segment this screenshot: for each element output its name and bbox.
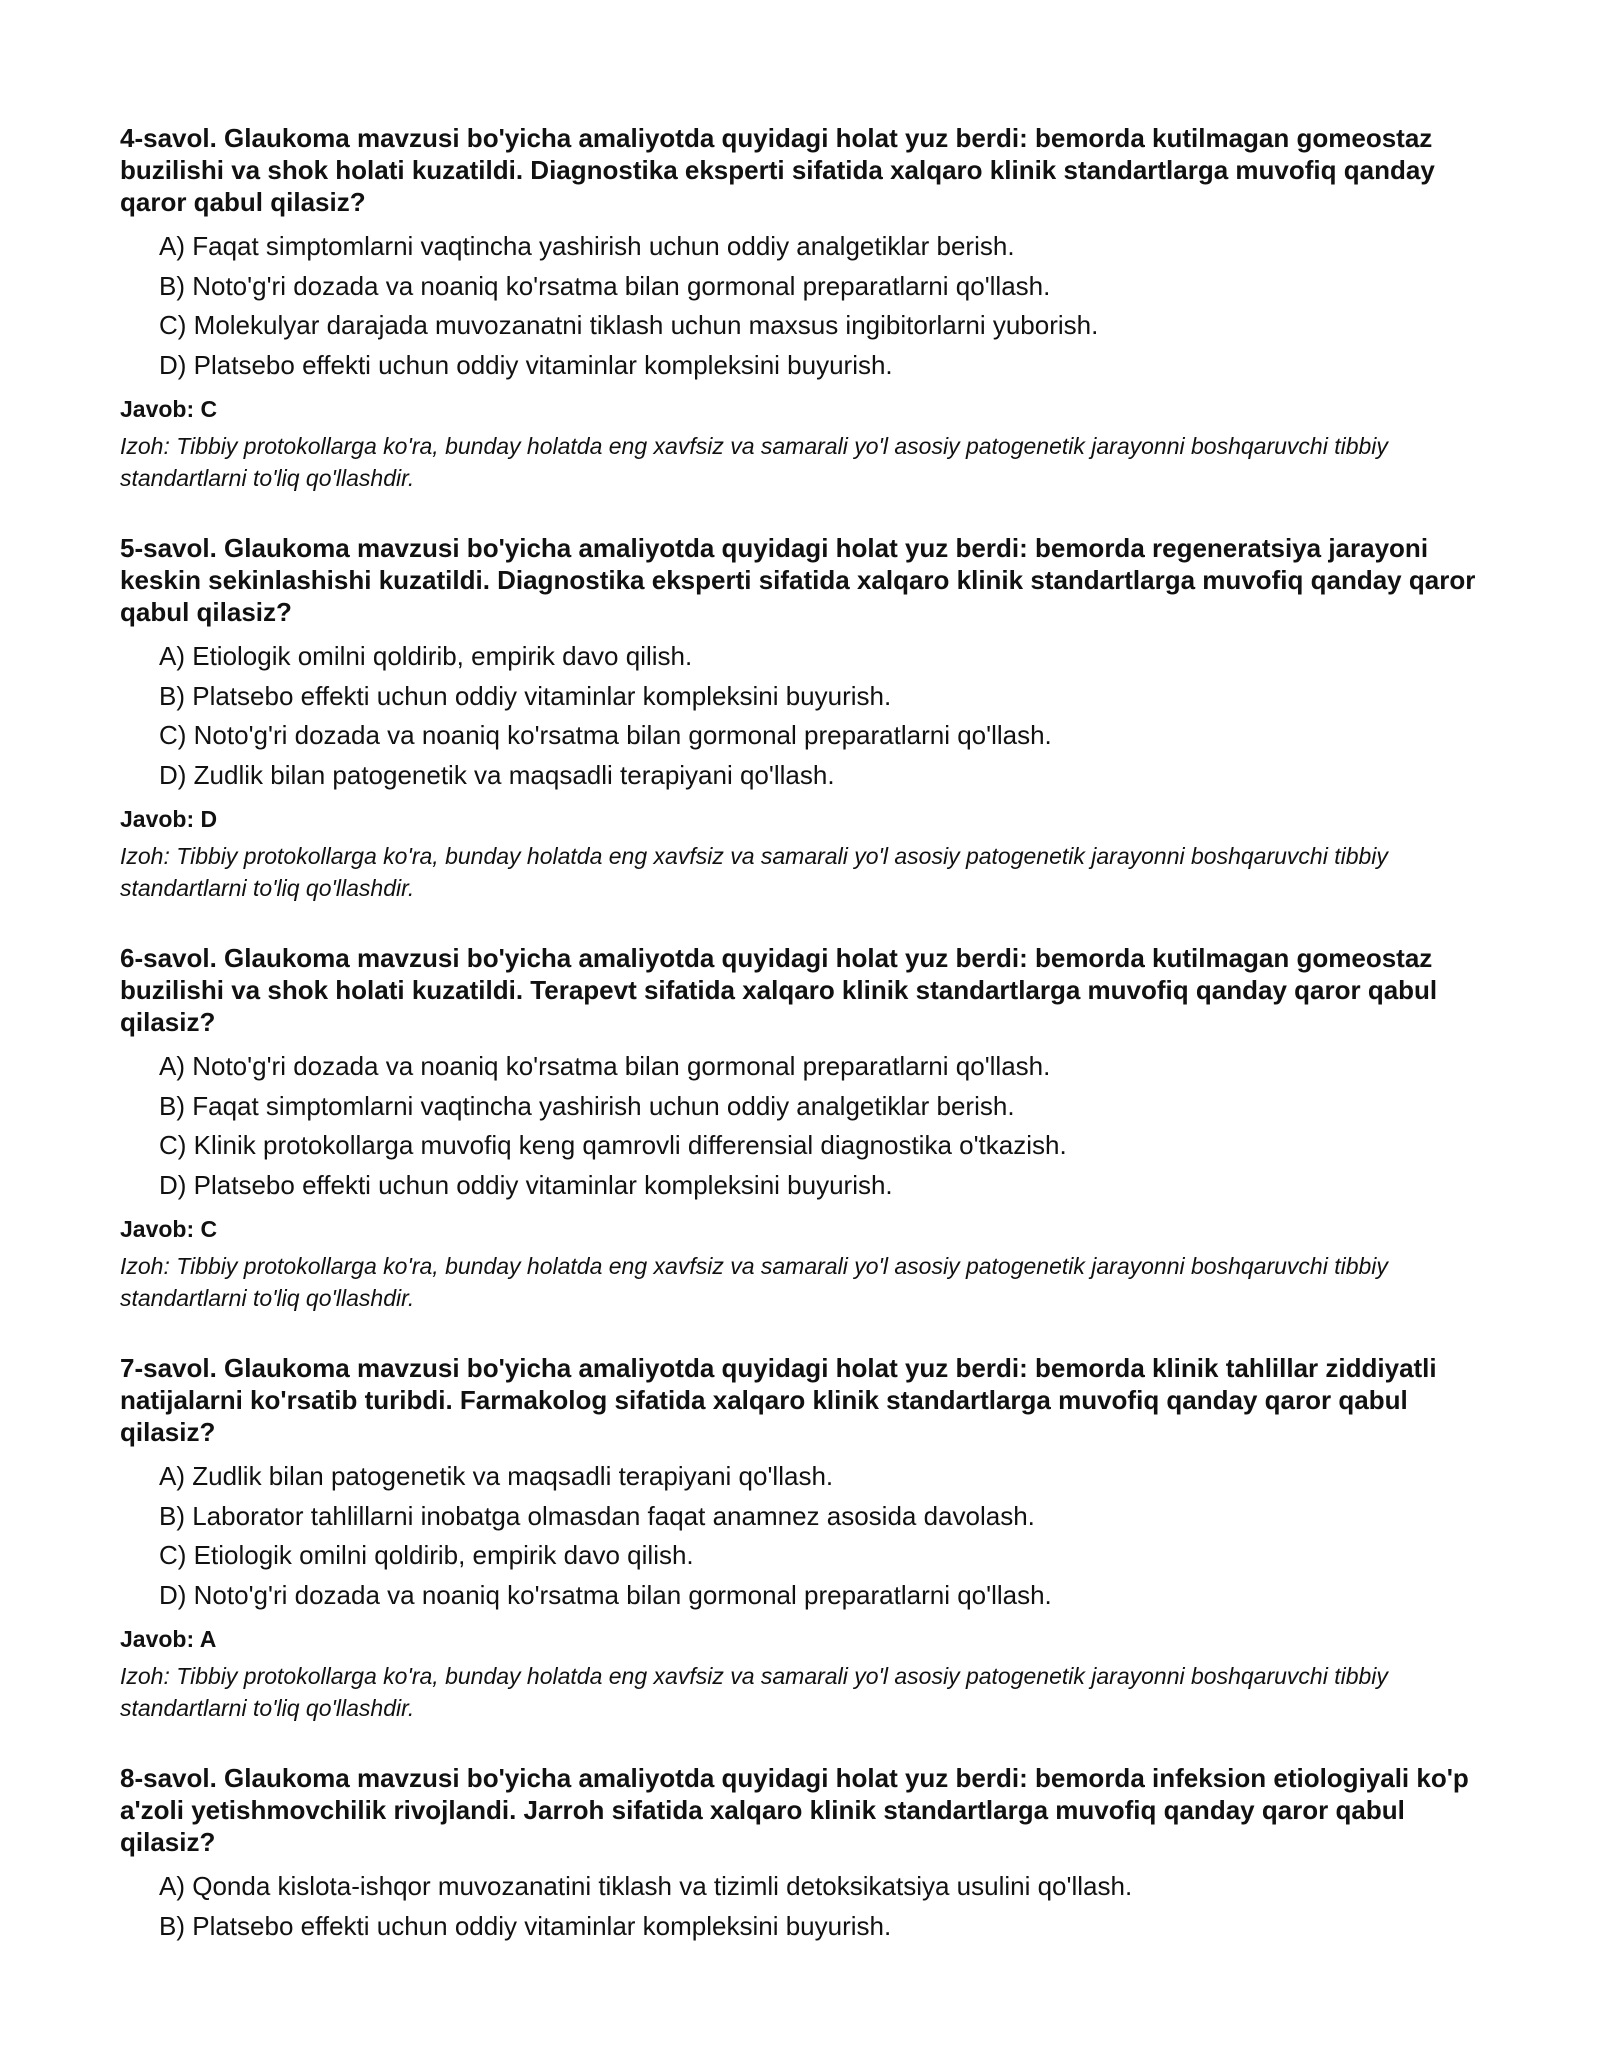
answer-value: C [200,1216,218,1242]
answer-label: Javob: [120,1626,195,1652]
question-block-5 [120,532,1480,904]
question-title: 5-savol. Glaukoma mavzusi bo'yicha amaliyotda quyidagi holat yuz berdi: bemorda regeneratsiya jarayoni keskin sekinlashishi kuzatildi. Diagnostika eksperti sifatida xalqaro klinik standartlarga muvofiq qanday qaror qabul qilasiz? [120,533,1476,627]
question-title: 7-savol. Glaukoma mavzusi bo'yicha amaliyotda quyidagi holat yuz berdi: bemorda klinik tahlillar ziddiyatli natijalarni ko'rsatib turibdi. Farmakolog sifatida xalqaro klinik standartlarga muvofiq qanday qaror qabul qilasiz? [120,1353,1437,1447]
option-a: A) Zudlik bilan patogenetik va maqsadli terapiyani qo'llash. [159,1461,834,1491]
option-list [120,1457,1480,1615]
option-list [120,1047,1480,1205]
option-b: B) Platsebo effekti uchun oddiy vitaminlar kompleksini buyurish. [159,1910,892,1941]
answer-value: A [199,1626,217,1652]
option-c: C) Etiologik omilni qoldirib, empirik davo qilish. [159,1540,694,1570]
answer-label: Javob: [120,806,195,832]
answer-line [120,804,1480,834]
answer-value: C [200,396,218,422]
question-block-6 [120,942,1480,1314]
option-a: A) Faqat simptomlarni vaqtincha yashirish uchun oddiy analgetiklar berish. [159,231,1015,261]
option-d: D) Platsebo effekti uchun oddiy vitaminlar kompleksini buyurish. [159,1169,893,1200]
question-block-7 [120,1352,1480,1724]
question-block-4 [120,122,1480,494]
question-title: 6-savol. Glaukoma mavzusi bo'yicha amaliyotda quyidagi holat yuz berdi: bemorda kutilmagan gomeostaz buzilishi va shok holati kuzatildi. Terapevt sifatida xalqaro klinik standartlarga muvofiq qanday qaror qabul qilasiz? [120,943,1438,1037]
question-title: 8-savol. Glaukoma mavzusi bo'yicha amaliyotda quyidagi holat yuz berdi: bemorda infeksion etiologiyali ko'p a'zoli yetishmovchilik rivojlandi. Jarroh sifatida xalqaro klinik standartlarga muvofiq qanday qaror qabul qilasiz? [120,1763,1469,1857]
explanation-text: Izoh: Tibbiy protokollarga ko'ra, bunday holatda eng xavfsiz va samarali yo'l asosiy patogenetik jarayonni boshqaruvchi tibbiy standartlarni to'liq qo'llashdir. [120,1253,1388,1311]
explanation-text: Izoh: Tibbiy protokollarga ko'ra, bunday holatda eng xavfsiz va samarali yo'l asosiy patogenetik jarayonni boshqaruvchi tibbiy standartlarni to'liq qo'llashdir. [120,843,1388,901]
answer-value: D [200,806,218,832]
option-c: C) Molekulyar darajada muvozanatni tiklash uchun maxsus ingibitorlarni yuborish. [159,310,1099,340]
option-b: B) Laborator tahlillarni inobatga olmasdan faqat anamnez asosida davolash. [159,1500,1035,1531]
answer-line [120,1624,1480,1654]
question-title: 4-savol. Glaukoma mavzusi bo'yicha amaliyotda quyidagi holat yuz berdi: bemorda kutilmagan gomeostaz buzilishi va shok holati kuzatildi. Diagnostika eksperti sifatida xalqaro klinik standartlarga muvofiq qanday qaror qabul qilasiz? [120,123,1435,217]
answer-label: Javob: [120,1216,195,1242]
option-a: A) Etiologik omilni qoldirib, empirik davo qilish. [159,641,693,671]
option-d: D) Zudlik bilan patogenetik va maqsadli terapiyani qo'llash. [159,759,835,790]
option-list [120,637,1480,795]
option-d: D) Platsebo effekti uchun oddiy vitaminlar kompleksini buyurish. [159,349,893,380]
option-a: A) Noto'g'ri dozada va noaniq ko'rsatma bilan gormonal preparatlarni qo'llash. [159,1051,1051,1081]
answer-label: Javob: [120,396,195,422]
question-block-8 [120,1762,1480,1946]
answer-line [120,1214,1480,1244]
option-b: B) Noto'g'ri dozada va noaniq ko'rsatma bilan gormonal preparatlarni qo'llash. [159,270,1051,301]
document-page [120,122,1480,1984]
option-b: B) Platsebo effekti uchun oddiy vitaminlar kompleksini buyurish. [159,680,892,711]
explanation-text: Izoh: Tibbiy protokollarga ko'ra, bunday holatda eng xavfsiz va samarali yo'l asosiy patogenetik jarayonni boshqaruvchi tibbiy standartlarni to'liq qo'llashdir. [120,1663,1388,1721]
explanation-text: Izoh: Tibbiy protokollarga ko'ra, bunday holatda eng xavfsiz va samarali yo'l asosiy patogenetik jarayonni boshqaruvchi tibbiy standartlarni to'liq qo'llashdir. [120,433,1388,491]
answer-line [120,394,1480,424]
option-c: C) Noto'g'ri dozada va noaniq ko'rsatma bilan gormonal preparatlarni qo'llash. [159,720,1052,750]
option-b: B) Faqat simptomlarni vaqtincha yashirish uchun oddiy analgetiklar berish. [159,1090,1015,1121]
option-c: C) Klinik protokollarga muvofiq keng qamrovli differensial diagnostika o'tkazish. [159,1130,1067,1160]
option-a: A) Qonda kislota-ishqor muvozanatini tiklash va tizimli detoksikatsiya usulini qo'llash. [159,1871,1133,1901]
option-list [120,227,1480,385]
option-list [120,1867,1480,1946]
option-d: D) Noto'g'ri dozada va noaniq ko'rsatma bilan gormonal preparatlarni qo'llash. [159,1579,1052,1610]
